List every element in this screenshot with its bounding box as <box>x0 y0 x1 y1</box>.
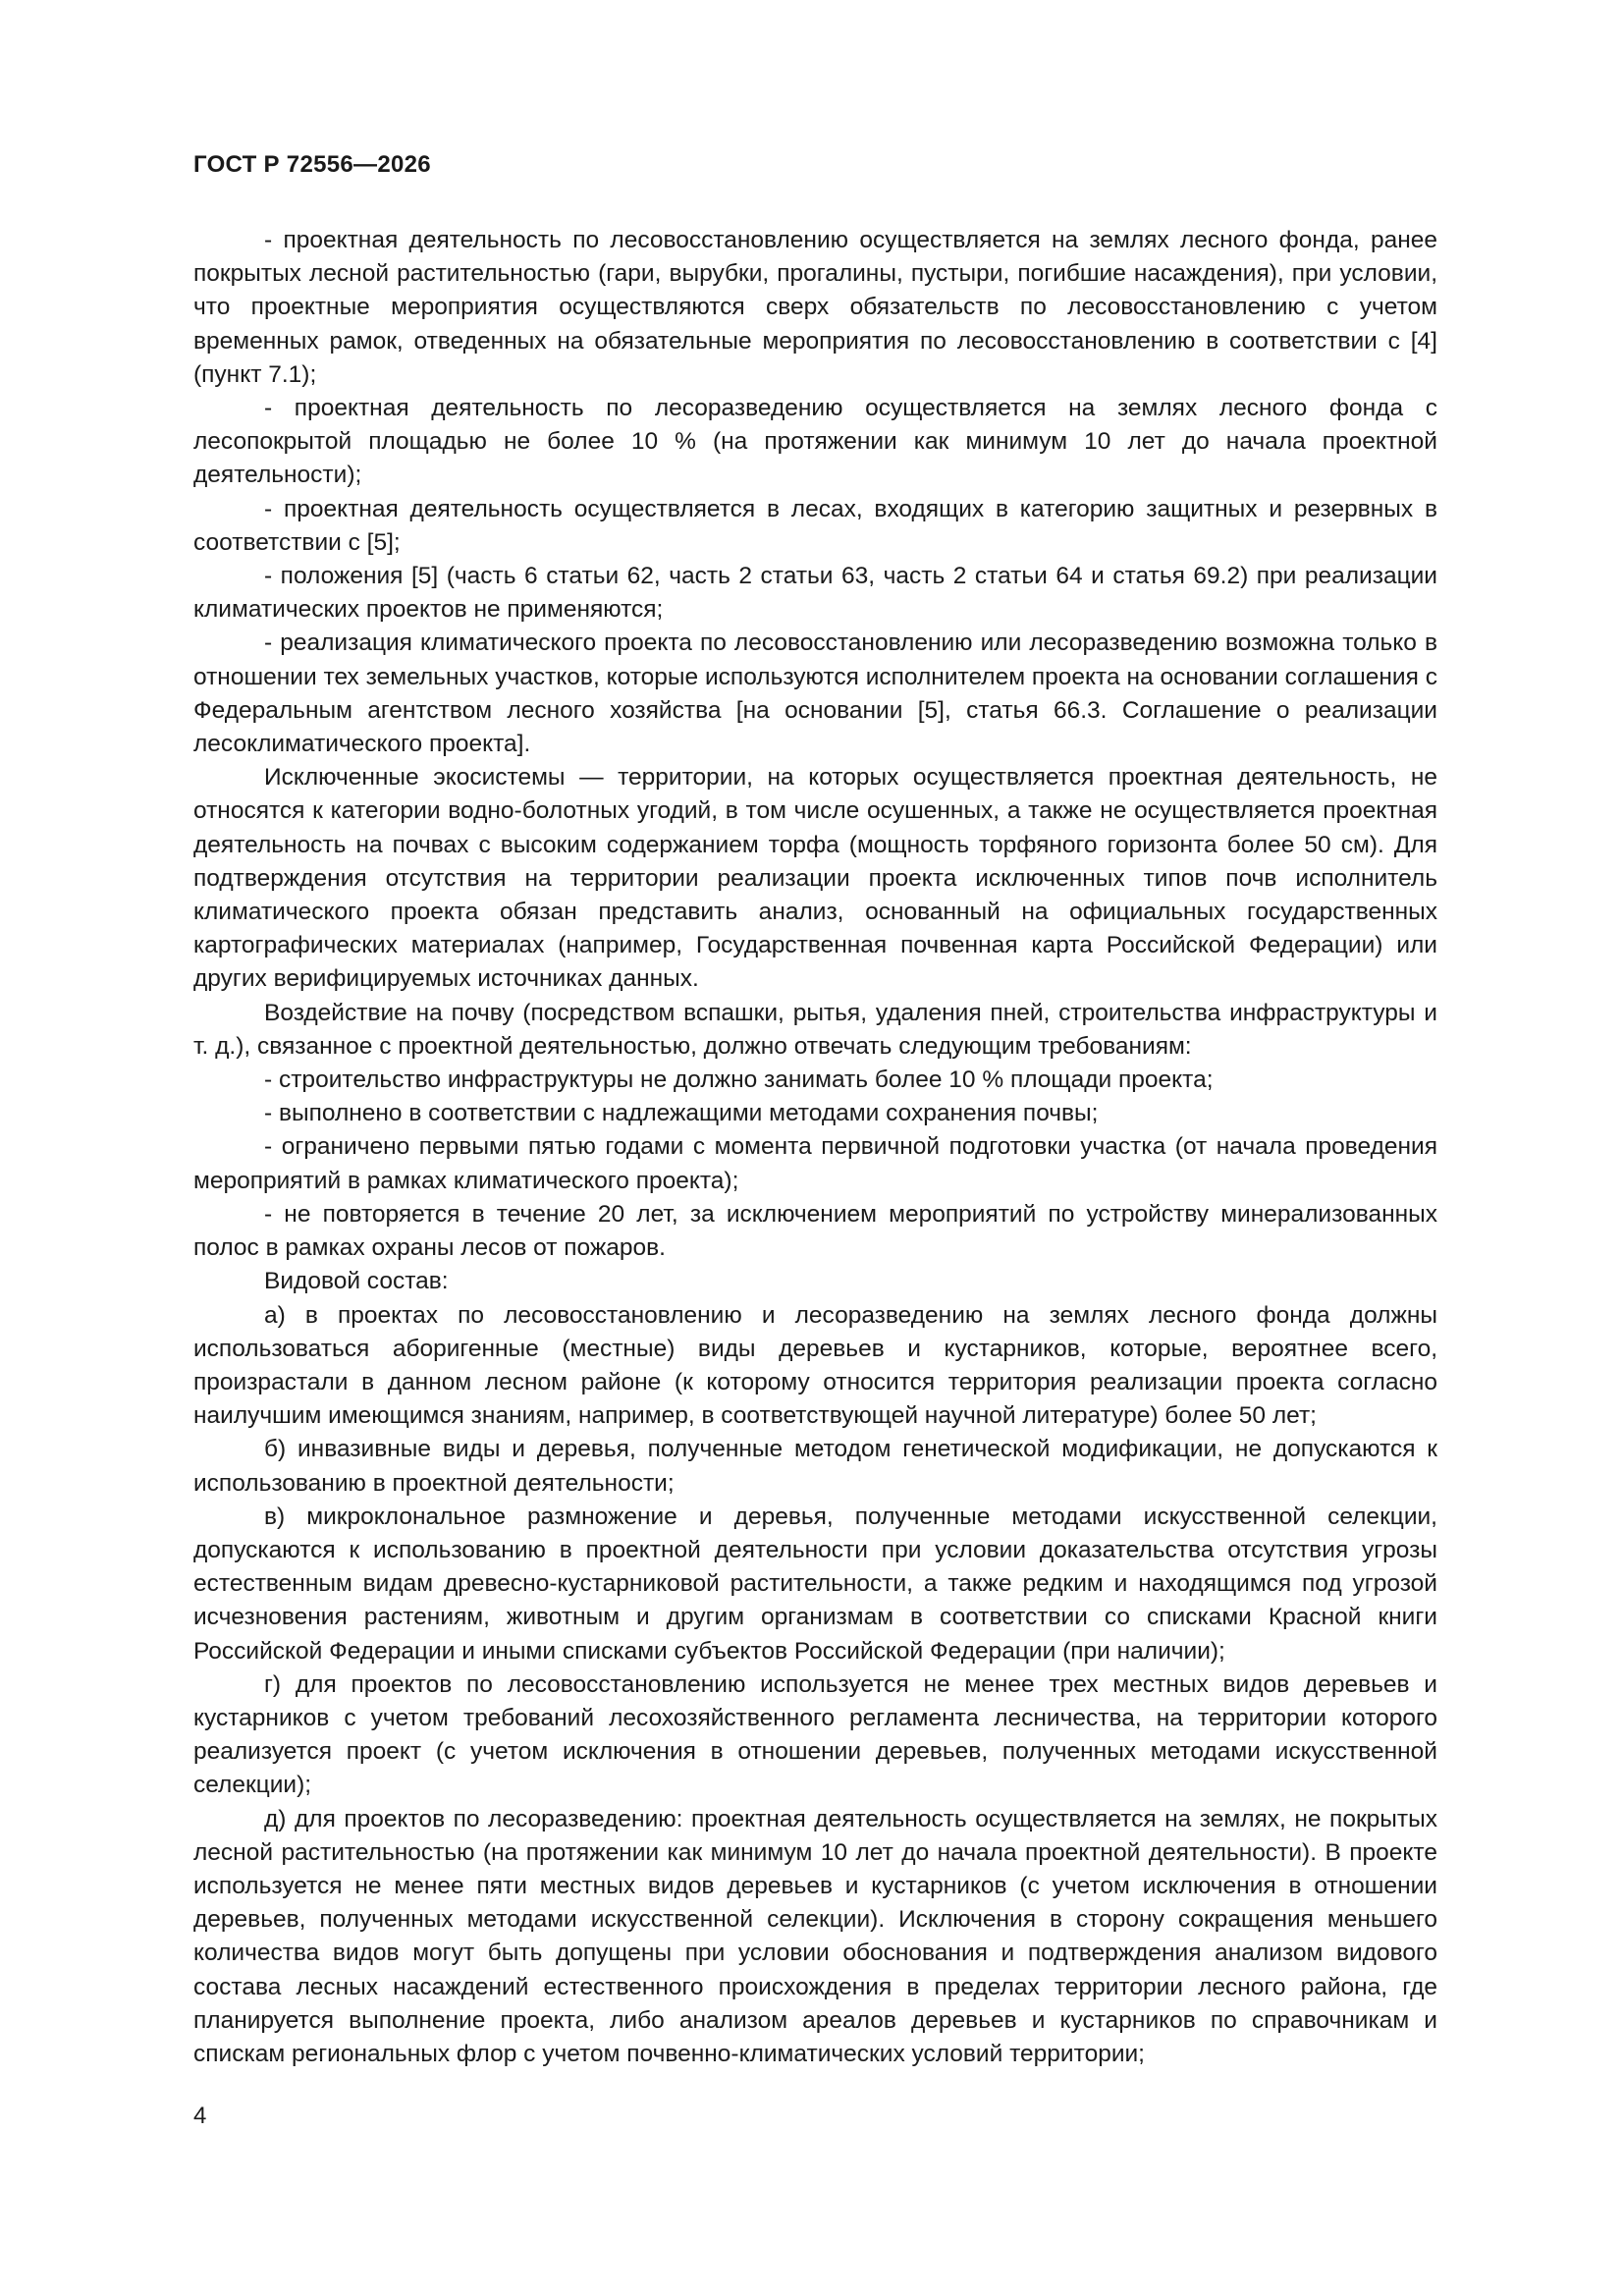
list-item-soil-methods: - выполнено в соответствии с надлежащими методами сохранения почвы; <box>264 1100 1099 1127</box>
list-item-c-microclonal: в) микроклональное размножение и деревья, полученные методами искусственной селекции, допускаются к использованию в проектной деятельности при условии доказательства отсутствия угрозы естественным видам древесно-кустарниковой растительности, а также редким и находящимся под угрозой исчезновения растениям, животным и другим организмам в соответствии со списками Красной книги Российской Федерации и иными списками субъектов Российской Федерации (при наличии); <box>193 1503 1437 1665</box>
list-item-e-afforestation-species: д) для проектов по лесоразведению: проектная деятельность осуществляется на землях, не покрытых лесной растительностью (на протяжении как минимум 10 лет до начала проектной деятельности). В проекте используется не менее пяти местных видов деревьев и кустарников (с учетом исключения в отношении деревьев, полученных методами искусственной селекции). Исключения в сторону сокращения меньшего количества видов могут быть допущены при условии обоснования и подтверждения анализом видового состава лесных насаждений естественного происхождения в пределах территории лесного района, где планируется выполнение проекта, либо анализом ареалов деревьев и кустарников по справочникам и спискам региональных флор с учетом почвенно-климатических условий территории; <box>193 1805 1437 2067</box>
paragraph-land-plots-agreement: - реализация климатического проекта по лесовосстановлению или лесоразведению возможна только в отношении тех земельных участков, которые используются исполнителем проекта на основании соглашения с Федеральным агентством лесного хозяйства [на основании [5], статья 66.3. Соглашение о реализации лесоклиматического проекта]. <box>193 629 1437 758</box>
paragraph-excluded-ecosystems: Исключенные экосистемы — территории, на которых осуществляется проектная деятельность, не относятся к категории водно-болотных угодий, в том числе осушенных, а также не осуществляется проектная деятельность на почвах с высоким содержанием торфа (мощность торфяного горизонта более 50 см). Для подтверждения отсутствия на территории реализации проекта исключенных типов почв исполнитель климатического проекта обязан представить анализ, основанный на официальных государственных картографических материалах (например, Государственная почвенная карта Российской Федерации) или других верифицируемых источниках данных. <box>193 764 1437 993</box>
page-number: 4 <box>193 2103 207 2129</box>
list-item-first-five-years: - ограничено первыми пятью годами с момента первичной подготовки участка (от начала проведения мероприятий в рамках климатического проекта); <box>193 1133 1437 1194</box>
document-body <box>193 224 1437 2071</box>
list-item-a-native-species: а) в проектах по лесовосстановлению и лесоразведению на землях лесного фонда должны использоваться аборигенные (местные) виды деревьев и кустарников, которые, вероятнее всего, произрастали в данном лесном районе (к которому относится территория реализации проекта согласно наилучшим имеющимся знаниям, например, в соответствующей научной литературе) более 50 лет; <box>193 1301 1437 1430</box>
document-standard-id: ГОСТ Р 72556—2026 <box>193 151 431 178</box>
paragraph-afforestation-land: - проектная деятельность по лесоразведению осуществляется на землях лесного фонда с лесопокрытой площадью не более 10 % (на протяжении как минимум 10 лет до начала проектной деятельности); <box>193 395 1437 489</box>
paragraph-protective-forests: - проектная деятельность осуществляется в лесах, входящих в категорию защитных и резервных в соответствии с [5]; <box>193 495 1437 556</box>
paragraph-provisions-not-applied: - положения [5] (часть 6 статьи 62, часть 2 статьи 63, часть 2 статьи 64 и статья 69.2) при реализации климатических проектов не применяются; <box>193 563 1437 624</box>
list-item-b-invasive-species: б) инвазивные виды и деревья, полученные методом генетической модификации, не допускаются к использованию в проектной деятельности; <box>193 1436 1437 1497</box>
list-item-twenty-years: - не повторяется в течение 20 лет, за исключением мероприятий по устройству минерализованных полос в рамках охраны лесов от пожаров. <box>193 1200 1437 1262</box>
paragraph-soil-impact: Воздействие на почву (посредством вспашки, рытья, удаления пней, строительства инфраструктуры и т. д.), связанное с проектной деятельностью, должно отвечать следующим требованиям: <box>193 999 1437 1060</box>
list-item-infrastructure: - строительство инфраструктуры не должно занимать более 10 % площади проекта; <box>264 1066 1214 1094</box>
list-item-d-reforestation-species: г) для проектов по лесовосстановлению используется не менее трех местных видов деревьев и кустарников с учетом требований лесохозяйственного регламента лесничества, на территории которого реализуется проект (с учетом исключения в отношении деревьев, полученных методами искусственной селекции); <box>193 1670 1437 1799</box>
paragraph-species-composition: Видовой состав: <box>264 1268 449 1295</box>
paragraph-reforestation-land: - проектная деятельность по лесовосстановлению осуществляется на землях лесного фонда, ранее покрытых лесной растительностью (гари, вырубки, прогалины, пустыри, погибшие насаждения), при условии, что проектные мероприятия осуществляются сверх обязательств по лесовосстановлению с учетом временных рамок, отведенных на обязательные мероприятия по лесовосстановлению в соответствии с [4] (пункт 7.1); <box>193 227 1437 388</box>
